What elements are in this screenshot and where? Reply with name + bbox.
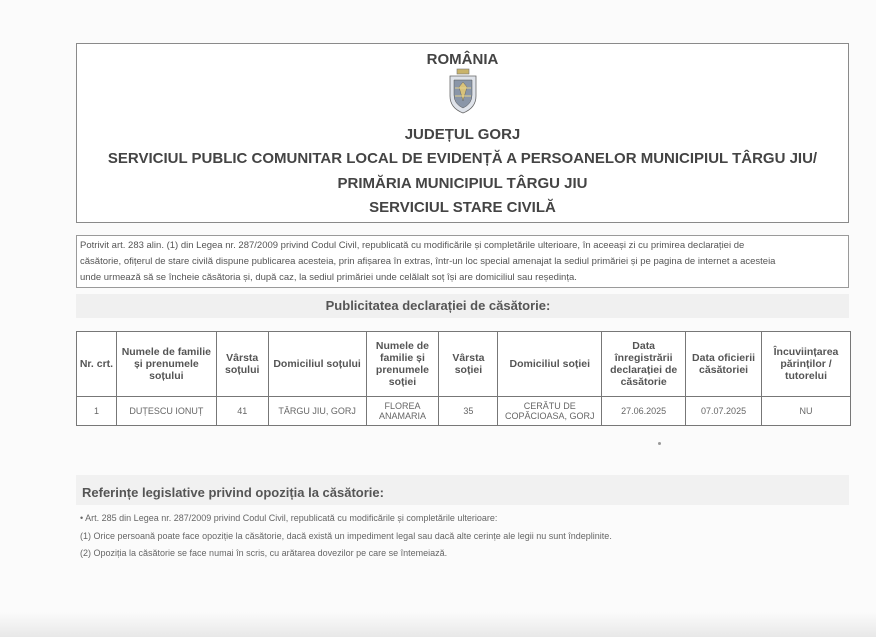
legal-notice-line: unde urmează să se încheie căsătoria și, după caz, la sediul primăriei unde celălalt soț își are domiciliul sau reședința. (80, 272, 577, 283)
cell-husband-name: DUȚESCU IONUȚ (116, 397, 216, 426)
cell-consent: NU (762, 397, 851, 426)
table-header-row (77, 332, 851, 397)
service-title: SERVICIUL PUBLIC COMUNITAR LOCAL DE EVIDENȚĂ A PERSOANELOR MUNICIPIUL TÂRGU JIU/ (107, 150, 818, 167)
scan-speck (658, 442, 661, 445)
civil-service-title: SERVICIUL STARE CIVILĂ (369, 199, 556, 216)
cell-husband-domicile: TÂRGU JIU, GORJ (268, 397, 366, 426)
legal-notice-line: Potrivit art. 283 alin. (1) din Legea nr. 287/2009 privind Codul Civil, republicată cu modificările și completările ulterioare, în aceeași zi cu primirea declarației de (80, 240, 745, 251)
references-title: Referințe legislative privind opoziția la căsătorie: (82, 485, 384, 500)
col-wedding-date: Data oficierii căsătoriei (686, 332, 762, 397)
cell-wife-age: 35 (439, 397, 498, 426)
col-wife-age: Vârsta soției (439, 332, 498, 397)
cell-wife-domicile: CERĂTU DE COPĂCIOASA, GORJ (498, 397, 602, 426)
reference-line: (2) Opoziția la căsătorie se face numai în scris, cu arătarea dovezilor pe care se întemeiază. (80, 548, 448, 558)
col-wife-domicile: Domiciliul soției (498, 332, 602, 397)
cell-wife-name: FLOREA ANAMARIA (366, 397, 439, 426)
publication-title: Publicitatea declarației de căsătorie: (325, 298, 551, 313)
col-nr: Nr. crt. (77, 332, 117, 397)
cell-nr: 1 (77, 397, 117, 426)
col-registration-date: Data înregistrării declarației de căsătorie (602, 332, 686, 397)
col-husband-age: Vârsta soțului (216, 332, 268, 397)
reference-line: (1) Orice persoană poate face opoziție la căsătorie, dacă există un impediment legal sau dacă alte cerințe ale legii nu sunt îndeplinite. (80, 531, 612, 541)
county-title: JUDEȚUL GORJ (404, 126, 521, 143)
col-consent: Încuviințarea părinților / tutorelui (762, 332, 851, 397)
reference-line: • Art. 285 din Legea nr. 287/2009 privind Codul Civil, republicată cu modificările și completările ulterioare: (80, 513, 498, 523)
table-row (77, 397, 851, 426)
col-husband-name: Numele de familie și prenumele soțului (116, 332, 216, 397)
col-wife-name: Numele de familie și prenumele soției (366, 332, 439, 397)
legal-notice-line: căsătorie, ofițerul de stare civilă dispune publicarea acesteia, prin afișarea în extras, într-un loc special amenajat la sediul primăriei și pe pagina de internet a acesteia (80, 256, 776, 267)
marriage-declaration-table (76, 331, 851, 426)
cell-registration-date: 27.06.2025 (602, 397, 686, 426)
city-hall-title: PRIMĂRIA MUNICIPIUL TÂRGU JIU (337, 175, 588, 192)
scan-edge-shadow (0, 612, 876, 637)
cell-wedding-date: 07.07.2025 (686, 397, 762, 426)
col-husband-domicile: Domiciliul soțului (268, 332, 366, 397)
country-title: ROMÂNIA (426, 51, 499, 68)
coat-of-arms-icon (446, 68, 480, 114)
cell-husband-age: 41 (216, 397, 268, 426)
legal-notice (76, 235, 849, 288)
